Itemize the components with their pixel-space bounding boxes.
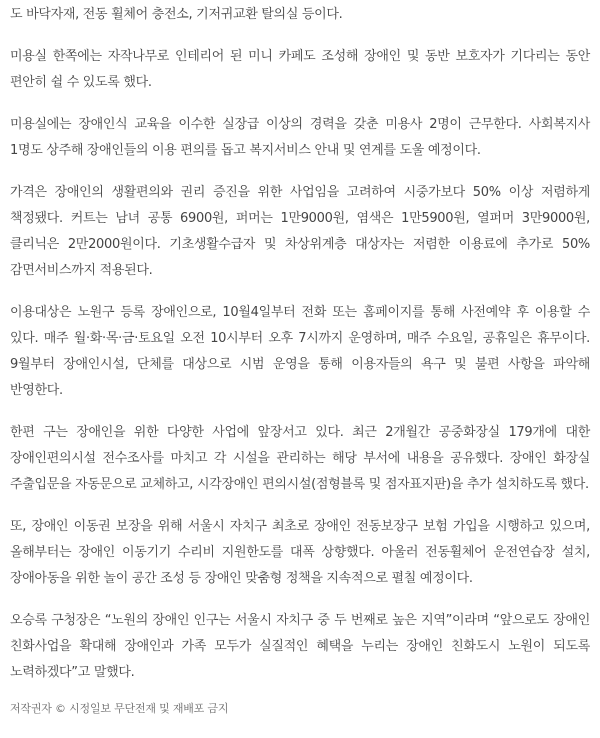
article-paragraph: 이용대상은 노원구 등록 장애인으로, 10월4일부터 전화 또는 홈페이지를 통해 사전예약 후 이용할 수 있다. 매주 월·화·목·금·토요일 오전 10시부터 오후 7시까지 운영하며, 매주 수요일, 공휴일은 휴무이다. 9월부터 장애인시설, 단체를 대상으로 시범 운영을 통해 이용자들의 욕구 및 불편 사항을 파악해 반영한다. [10,305,590,398]
article-paragraph: 한편 구는 장애인을 위한 다양한 사업에 앞장서고 있다. 최근 2개월간 공중화장실 179개에 대한 장애인편의시설 전수조사를 마치고 각 시설을 관리하는 해당 부서에 내용을 공유했다. 장애인 화장실 주출입문을 자동문으로 교체하고, 시각장애인 편의시설(점형블록 및 점자표지판)을 추가 설치하도록 했다. [10,425,590,492]
article-paragraph: 오승록 구청장은 “노원의 장애인 인구는 서울시 자치구 중 두 번째로 높은 지역”이라며 “앞으로도 장애인 친화사업을 확대해 장애인과 가족 모두가 실질적인 혜택을 누리는 장애인 친화도시 노원이 되도록 노력하겠다”고 말했다. [10,613,590,680]
copyright-notice: 저작권자 © 시정일보 무단전재 및 재배포 금지 [10,702,229,715]
article-paragraph: 미용실 한쪽에는 자작나무로 인테리어 된 미니 카페도 조성해 장애인 및 동반 보호자가 기다리는 동안 편안히 쉴 수 있도록 했다. [10,49,590,90]
paragraph-gap [10,28,590,44]
article-paragraph: 가격은 장애인의 생활편의와 권리 증진을 위한 사업임을 고려하여 시중가보다 50% 이상 저렴하게 책정됐다. 커트는 남녀 공통 6900원, 퍼머는 1만9000원, 염색은 1만5900원, 열퍼머 3만9000원, 클리닉은 2만2000원이다. 기초생활수급자 및 차상위계층 대상자는 저렴한 이용료에 추가로 50% 감면서비스까지 적용된다. [10,185,590,278]
paragraph-gap [10,164,590,180]
paragraph-gap [10,404,590,420]
paragraph-gap [10,592,590,608]
article-paragraph: 미용실에는 장애인식 교육을 이수한 실장급 이상의 경력을 갖춘 미용사 2명이 근무한다. 사회복지사 1명도 상주해 장애인들의 이용 편의를 돕고 복지서비스 안내 및 연계를 도울 예정이다. [10,117,590,158]
paragraph-gap [10,96,590,112]
paragraph-gap [10,498,590,514]
article-paragraph: 도 바닥자재, 전동 휠체어 충전소, 기저귀교환 탈의실 등이다. [10,7,343,22]
article-body [10,0,590,686]
article-paragraph: 또, 장애인 이동권 보장을 위해 서울시 자치구 최초로 장애인 전동보장구 보험 가입을 시행하고 있으며, 올해부터는 장애인 이동기기 수리비 지원한도를 대폭 상향했다. 아울러 전동휠체어 운전연습장 설치, 장애아동을 위한 놀이 공간 조성 등 장애인 맞춤형 정책을 지속적으로 펼칠 예정이다. [10,519,590,586]
paragraph-gap [10,284,590,300]
